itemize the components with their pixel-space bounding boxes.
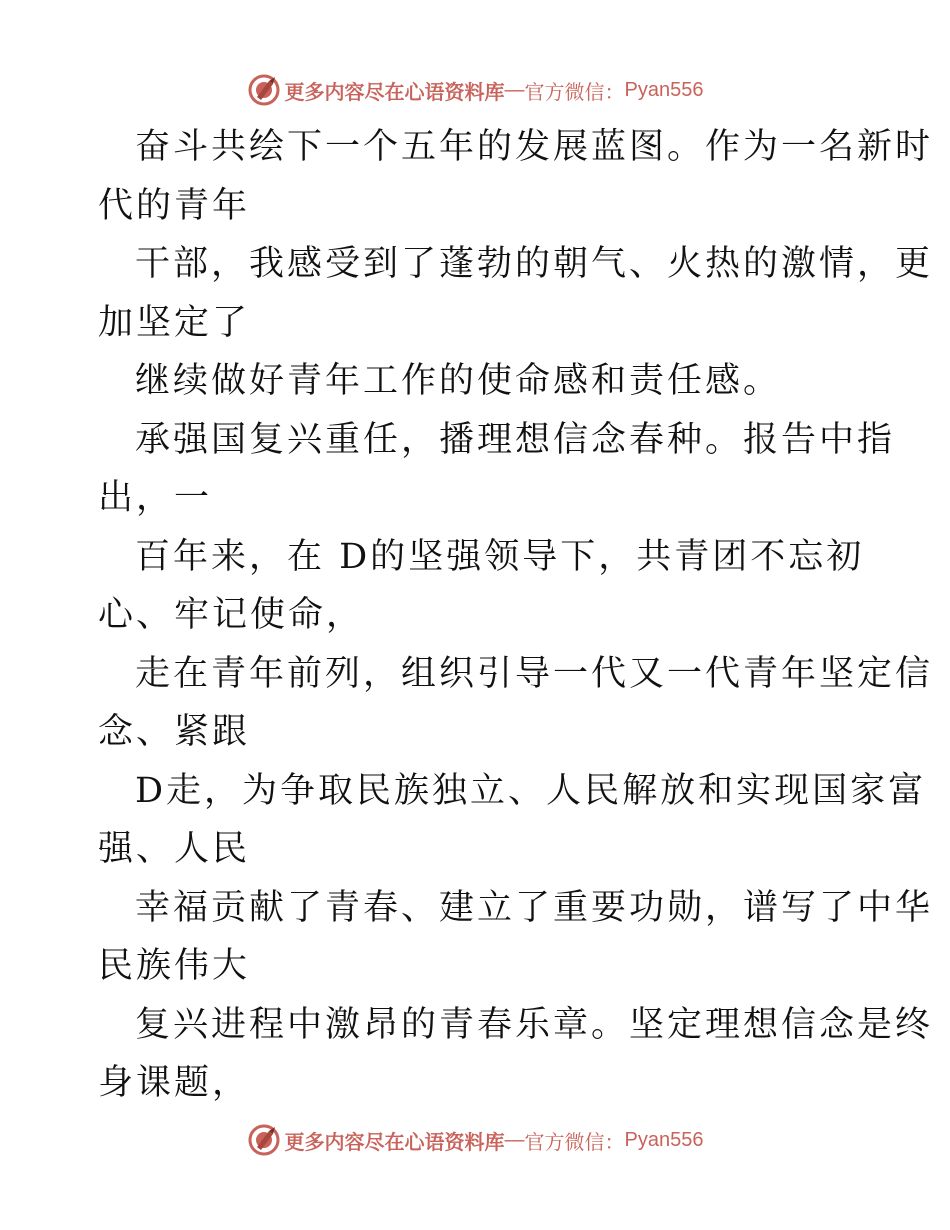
body-line: 复兴进程中激昂的青春乐章。坚定理想信念是终	[135, 1004, 934, 1045]
footer-wechat-label: 官方微信：	[524, 1129, 625, 1154]
body-line: 出，一	[98, 478, 213, 518]
body-line: 强、人民	[98, 829, 251, 869]
body-line: 走在青年前列，组织引导一代又一代青年坚定信	[135, 653, 934, 694]
body-line: 干部，我感受到了蓬勃的朝气、火热的激情，更	[135, 244, 934, 284]
body-line: 承强国复兴重任，播理想信念春种。报告中指	[135, 419, 896, 460]
body-line: D走，为争取民族独立、人民解放和实现国家富	[135, 770, 927, 811]
header-slogan: 更多内容尽在心语资料库	[284, 79, 505, 104]
body-line: 念、紧跟	[98, 712, 251, 752]
body-line: 心、牢记使命，	[98, 595, 365, 635]
footer-slogan: 更多内容尽在心语资料库	[284, 1129, 505, 1154]
header-wechat-id: Pyan556	[624, 78, 704, 101]
body-line: 百年来，在 D的坚强领导下，共青团不忘初	[135, 536, 865, 577]
footer-banner	[0, 1120, 950, 1160]
body-line: 幸福贡献了青春、建立了重要功勋，谱写了中华	[135, 887, 934, 928]
body-line: 代的青年	[98, 185, 251, 226]
document-body	[98, 118, 934, 1113]
body-line: 继续做好青年工作的使命感和责任感。	[135, 361, 782, 401]
header-wechat-label: 官方微信：	[524, 79, 625, 104]
body-line: 民族伟大	[98, 946, 251, 986]
footer-dash: —	[504, 1128, 525, 1151]
brand-logo-icon	[247, 1123, 281, 1157]
header-banner	[0, 70, 950, 110]
header-dash: —	[504, 78, 525, 101]
body-line: 身课题，	[98, 1063, 251, 1103]
body-line: 奋斗共绘下一个五年的发展蓝图。作为一名新时	[135, 127, 934, 167]
brand-logo-icon	[247, 73, 281, 107]
body-line: 加坚定了	[98, 302, 251, 343]
footer-wechat-id: Pyan556	[624, 1128, 704, 1151]
